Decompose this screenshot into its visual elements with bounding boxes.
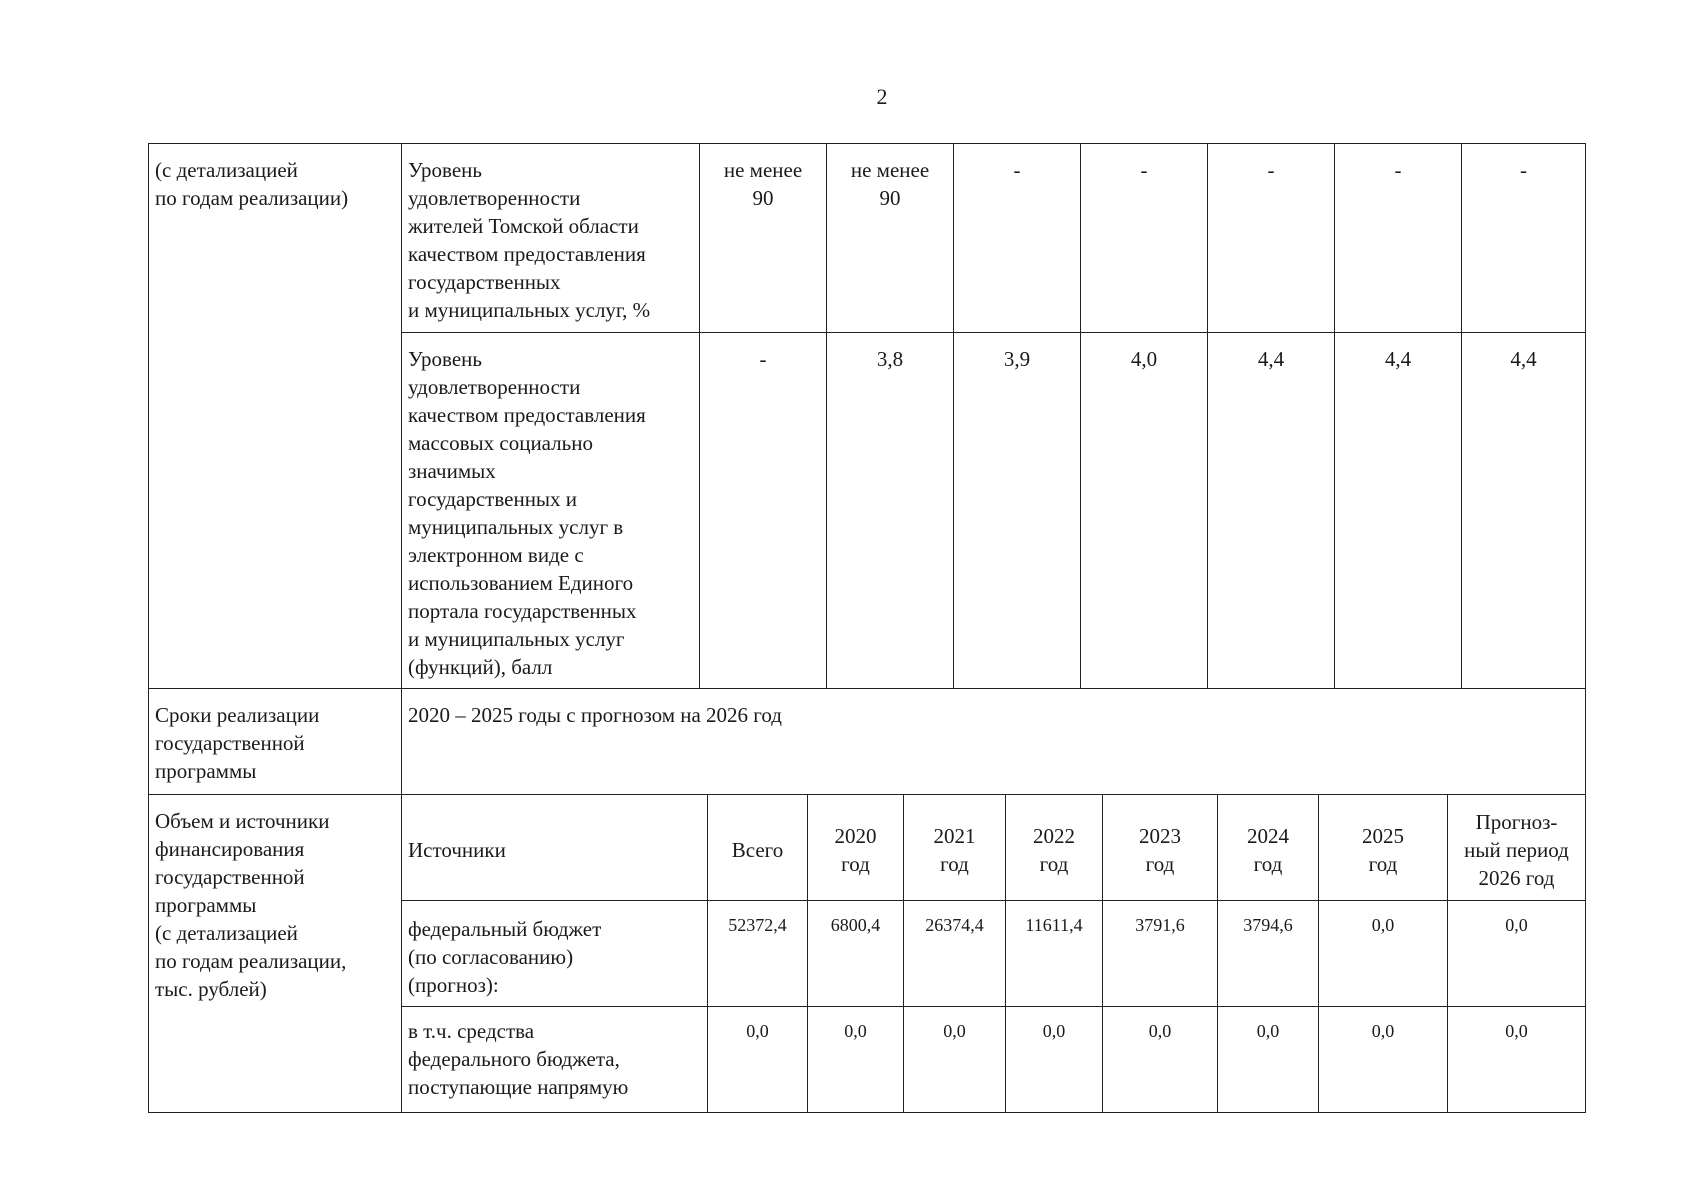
indicator-value: не менее 90 bbox=[700, 144, 827, 333]
source-name: федеральный бюджет (по согласованию) (прогноз): bbox=[402, 900, 708, 1006]
amount-cell: 6800,4 bbox=[808, 900, 904, 1006]
indicator-value: - bbox=[954, 144, 1081, 333]
amount-cell: 0,0 bbox=[1319, 1006, 1448, 1112]
amount-cell: 0,0 bbox=[904, 1006, 1006, 1112]
indicators-left-label: (с детализацией по годам реализации) bbox=[149, 144, 402, 689]
financing-label: Объем и источники финансирования государственной программы (с детализацией по годам реализации, тыс. рублей) bbox=[149, 794, 402, 1112]
source-name: в т.ч. средства федерального бюджета, поступающие напрямую bbox=[402, 1006, 708, 1112]
indicator-value: - bbox=[1208, 144, 1335, 333]
financing-table bbox=[148, 794, 1586, 1113]
amount-cell: 0,0 bbox=[808, 1006, 904, 1112]
amount-cell: 3794,6 bbox=[1218, 900, 1319, 1006]
header-year: 2024 год bbox=[1218, 794, 1319, 900]
header-year: 2020 год bbox=[808, 794, 904, 900]
indicator-row bbox=[149, 144, 1586, 333]
header-year: 2021 год bbox=[904, 794, 1006, 900]
amount-cell: 0,0 bbox=[1319, 900, 1448, 1006]
terms-row bbox=[149, 689, 1586, 795]
header-year: 2022 год bbox=[1006, 794, 1103, 900]
indicator-value: 3,9 bbox=[954, 333, 1081, 689]
indicator-value: 4,4 bbox=[1462, 333, 1586, 689]
indicator-value: - bbox=[1335, 144, 1462, 333]
indicator-value: - bbox=[1462, 144, 1586, 333]
amount-cell: 26374,4 bbox=[904, 900, 1006, 1006]
header-year: 2023 год bbox=[1103, 794, 1218, 900]
passport-table bbox=[148, 143, 1585, 1113]
terms-value: 2020 – 2025 годы с прогнозом на 2026 год bbox=[402, 689, 1586, 795]
header-sources: Источники bbox=[402, 794, 708, 900]
indicator-value: 4,0 bbox=[1081, 333, 1208, 689]
indicators-table bbox=[148, 143, 1586, 795]
amount-cell: 52372,4 bbox=[708, 900, 808, 1006]
header-total: Всего bbox=[708, 794, 808, 900]
indicator-value: не менее 90 bbox=[827, 144, 954, 333]
terms-label: Сроки реализации государственной программы bbox=[149, 689, 402, 795]
indicator-value: - bbox=[1081, 144, 1208, 333]
amount-cell: 3791,6 bbox=[1103, 900, 1218, 1006]
indicator-name: Уровень удовлетворенности качеством предоставления массовых социально значимых государственных и муниципальных услуг в электронном виде с использованием Единого портала государственных и муниципальных услуг (функций), балл bbox=[402, 333, 700, 689]
amount-cell: 0,0 bbox=[1218, 1006, 1319, 1112]
indicator-value: 4,4 bbox=[1208, 333, 1335, 689]
indicator-value: 4,4 bbox=[1335, 333, 1462, 689]
amount-cell: 11611,4 bbox=[1006, 900, 1103, 1006]
amount-cell: 0,0 bbox=[708, 1006, 808, 1112]
page-number: 2 bbox=[876, 84, 888, 109]
financing-header-row bbox=[149, 794, 1586, 900]
amount-cell: 0,0 bbox=[1006, 1006, 1103, 1112]
amount-cell: 0,0 bbox=[1103, 1006, 1218, 1112]
header-forecast: Прогноз- ный период 2026 год bbox=[1448, 794, 1586, 900]
indicator-value: 3,8 bbox=[827, 333, 954, 689]
indicator-name: Уровень удовлетворенности жителей Томской области качеством предоставления государственных и муниципальных услуг, % bbox=[402, 144, 700, 333]
amount-cell: 0,0 bbox=[1448, 1006, 1586, 1112]
header-year: 2025 год bbox=[1319, 794, 1448, 900]
amount-cell: 0,0 bbox=[1448, 900, 1586, 1006]
indicator-value: - bbox=[700, 333, 827, 689]
